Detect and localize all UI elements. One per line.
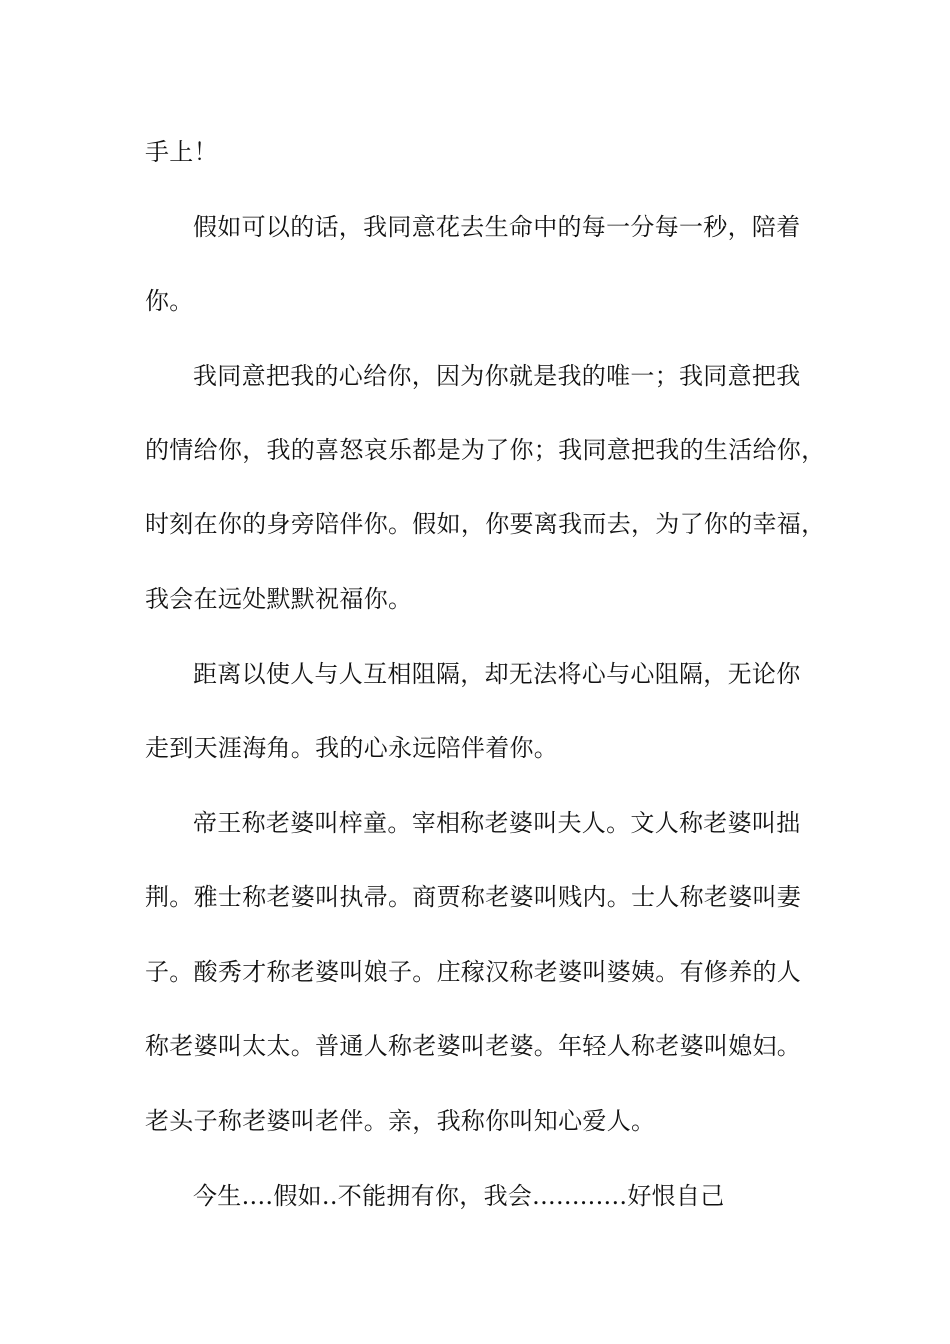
- text-line: 我同意把我的心给你，因为你就是我的唯一；我同意把我: [193, 362, 801, 390]
- text-line: 的情给你，我的喜怒哀乐都是为了你；我同意把我的生活给你，: [145, 436, 826, 464]
- text-line: 走到天涯海角。我的心永远陪伴着你。: [145, 734, 559, 762]
- text-line: 手上！: [145, 138, 218, 166]
- text-line: 老头子称老婆叫老伴。亲，我称你叫知心爱人。: [145, 1107, 656, 1135]
- text-line: 帝王称老婆叫梓童。宰相称老婆叫夫人。文人称老婆叫拙: [193, 809, 801, 837]
- text-line: 时刻在你的身旁陪伴你。假如，你要离我而去，为了你的幸福，: [145, 510, 826, 538]
- text-line: 假如可以的话，我同意花去生命中的每一分每一秒，陪着: [193, 213, 801, 241]
- text-line: 你。: [145, 287, 194, 315]
- text-line: 称老婆叫太太。普通人称老婆叫老婆。年轻人称老婆叫媳妇。: [145, 1032, 802, 1060]
- text-line: 我会在远处默默祝福你。: [145, 585, 413, 613]
- text-line: 子。酸秀才称老婆叫娘子。庄稼汉称老婆叫婆姨。有修养的人: [145, 958, 802, 986]
- text-line: 距离以使人与人互相阻隔，却无法将心与心阻隔，无论你: [193, 660, 801, 688]
- text-line: 荆。雅士称老婆叫执帚。商贾称老婆叫贱内。士人称老婆叫妻: [145, 883, 802, 911]
- text-line: 今生....假如..不能拥有你，我会............好恨自己: [193, 1182, 725, 1210]
